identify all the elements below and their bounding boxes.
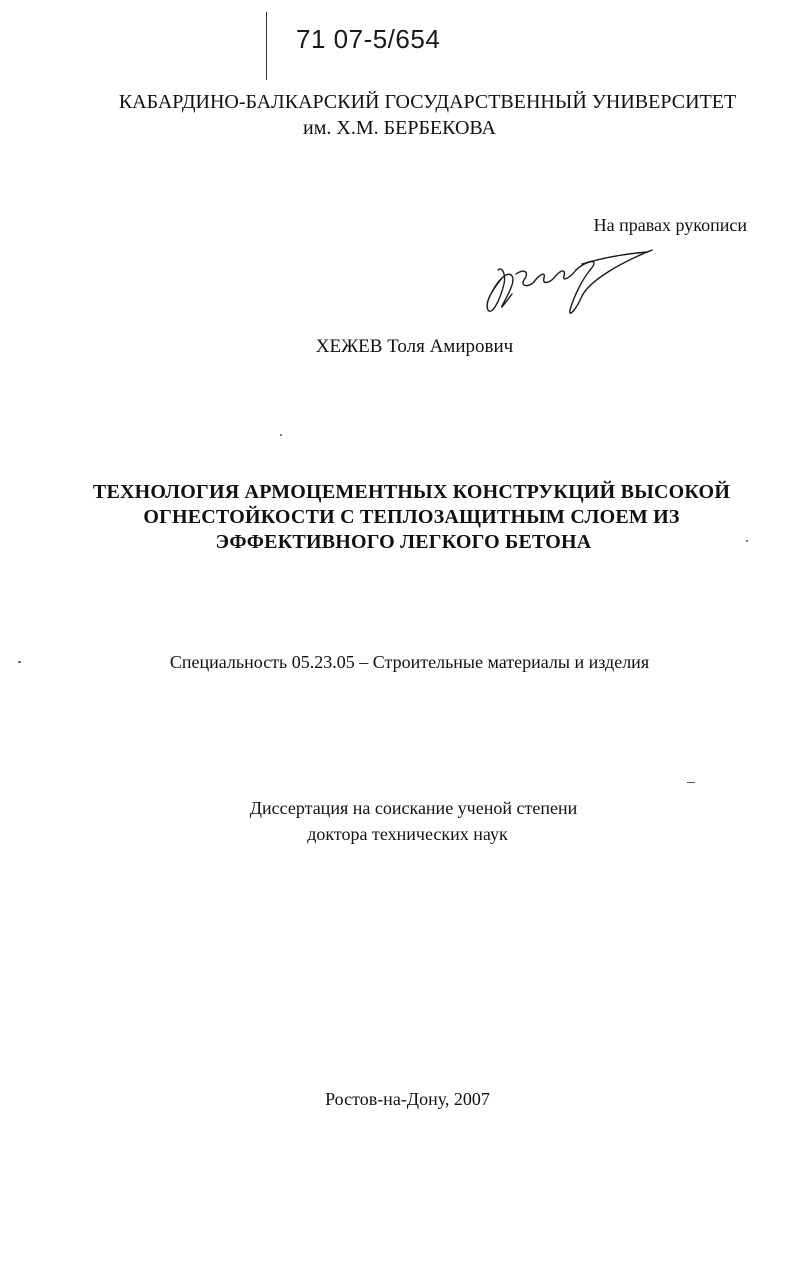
scan-margin-line: [266, 12, 267, 80]
specialty: Специальность 05.23.05 – Строительные материалы и изделия: [169, 652, 650, 672]
place-and-year: Ростов-на-Дону, 2007: [325, 1089, 490, 1109]
dissertation-title-line-3: ЭФФЕКТИВНОГО ЛЕГКОГО БЕТОНА: [215, 531, 592, 553]
scan-speck: [746, 540, 748, 542]
scan-speck: [687, 782, 695, 783]
scan-speck: [280, 434, 282, 436]
author-name: ХЕЖЕВ Толя Амирович: [315, 336, 514, 357]
rights-note: На правах рукописи: [593, 215, 747, 235]
scan-speck: [18, 661, 21, 663]
degree-line-2: доктора технических наук: [307, 824, 508, 844]
degree-line-1: Диссертация на соискание ученой степени: [249, 798, 578, 818]
university-name-line-1: КАБАРДИНО-БАЛКАРСКИЙ ГОСУДАРСТВЕННЫЙ УНИВЕРСИТЕТ: [118, 91, 737, 113]
handwritten-signature: [472, 240, 662, 322]
dissertation-title-line-2: ОГНЕСТОЙКОСТИ С ТЕПЛОЗАЩИТНЫМ СЛОЕМ ИЗ: [143, 506, 680, 528]
registry-number: 71 07-5/654: [296, 24, 441, 54]
university-name-line-2: им. Х.М. БЕРБЕКОВА: [303, 117, 496, 139]
dissertation-title-line-1: ТЕХНОЛОГИЯ АРМОЦЕМЕНТНЫХ КОНСТРУКЦИЙ ВЫСОКОЙ: [92, 481, 731, 503]
